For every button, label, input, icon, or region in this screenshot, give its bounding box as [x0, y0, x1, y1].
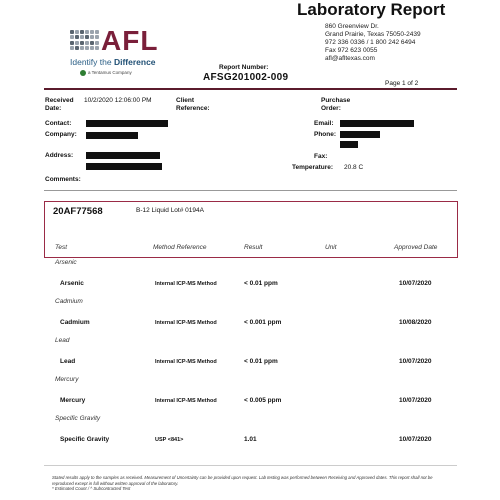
report-title: Laboratory Report: [297, 0, 446, 19]
col-header-method: Method Reference: [153, 244, 207, 251]
method-reference: USP <841>: [155, 437, 184, 443]
method-reference: Internal ICP-MS Method: [155, 398, 217, 404]
redacted-phone-2: [340, 141, 358, 148]
logo-subtitle: a Tentamus Company: [88, 70, 132, 75]
comments-label: Comments:: [45, 176, 81, 183]
header-rule: [44, 88, 457, 90]
test-result: < 0.01 ppm: [244, 280, 278, 287]
temperature-label: Temperature:: [292, 164, 334, 171]
approved-date: 10/07/2020: [399, 280, 432, 287]
test-result: < 0.005 ppm: [244, 397, 282, 404]
approved-date: 10/07/2020: [399, 358, 432, 365]
redacted-email: [340, 120, 414, 127]
test-name: Arsenic: [60, 280, 84, 287]
fax-label: Fax:: [314, 153, 328, 160]
email-label: Email:: [314, 120, 334, 127]
category-label: Mercury: [55, 376, 79, 383]
temperature-value: 20.8 C: [344, 164, 364, 171]
redacted-address-line2: [86, 163, 162, 170]
phone-label: Phone:: [314, 131, 337, 138]
category-label: Arsenic: [55, 259, 77, 266]
logo-dots: [70, 30, 100, 50]
company-label: Company:: [45, 131, 77, 138]
redacted-contact: [86, 120, 168, 127]
method-reference: Internal ICP-MS Method: [155, 359, 217, 365]
redacted-company: [86, 132, 138, 139]
redacted-phone-1: [340, 131, 380, 138]
purchase-order-label: Purchase Order:: [321, 97, 351, 112]
contact-label: Contact:: [45, 120, 72, 127]
footer-note: Stated results apply to the samples as received. Measurement of Uncertainty can be provided upon request. Lab testing was performed between Receiving and Approved dates. This report shall not be reproduced except in full without written approval of the laboratory. * Estimated Count / ^ Subcontracted Test: [52, 475, 433, 491]
method-reference: Internal ICP-MS Method: [155, 320, 217, 326]
col-header-approved-date: Approved Date: [394, 244, 438, 251]
test-name: Specific Gravity: [60, 436, 110, 443]
category-label: Lead: [55, 337, 70, 344]
info-rule: [44, 190, 457, 191]
test-name: Cadmium: [60, 319, 90, 326]
test-name: Mercury: [60, 397, 86, 404]
footer-rule: [44, 465, 457, 466]
page-indicator: Page 1 of 2: [385, 80, 419, 87]
address-label: Address:: [45, 152, 74, 159]
logo-tagline: Identify the Difference: [70, 57, 156, 67]
test-result: 1.01: [244, 436, 257, 443]
test-result: < 0.001 ppm: [244, 319, 282, 326]
category-label: Cadmium: [55, 298, 83, 305]
col-header-result: Result: [244, 244, 263, 251]
report-number-label: Report Number:: [219, 64, 269, 71]
col-header-unit: Unit: [325, 244, 337, 251]
sample-id: 20AF77568: [53, 206, 103, 217]
redacted-address-line1: [86, 152, 160, 159]
approved-date: 10/07/2020: [399, 436, 432, 443]
method-reference: Internal ICP-MS Method: [155, 281, 217, 287]
sample-description: B-12 Liquid Lot# 0194A: [136, 207, 204, 214]
test-name: Lead: [60, 358, 76, 365]
company-logo: AFL: [101, 25, 159, 56]
test-result: < 0.01 ppm: [244, 358, 278, 365]
received-date-label: Received Date:: [45, 97, 74, 112]
lab-address: 860 Greenview Dr. Grand Prairie, Texas 75050-2439 972 336 0336 / 1 800 242 6494 Fax 972 623 0055 afl@afltexas.com: [325, 23, 421, 62]
col-header-test: Test: [55, 244, 68, 251]
client-reference-label: Client Reference:: [176, 97, 210, 112]
approved-date: 10/08/2020: [399, 319, 432, 326]
category-label: Specific Gravity: [55, 415, 101, 422]
approved-date: 10/07/2020: [399, 397, 432, 404]
report-number: AFSG201002-009: [203, 72, 289, 83]
tentamus-icon: [80, 70, 86, 76]
received-date-value: 10/2/2020 12:06:00 PM: [84, 97, 152, 104]
